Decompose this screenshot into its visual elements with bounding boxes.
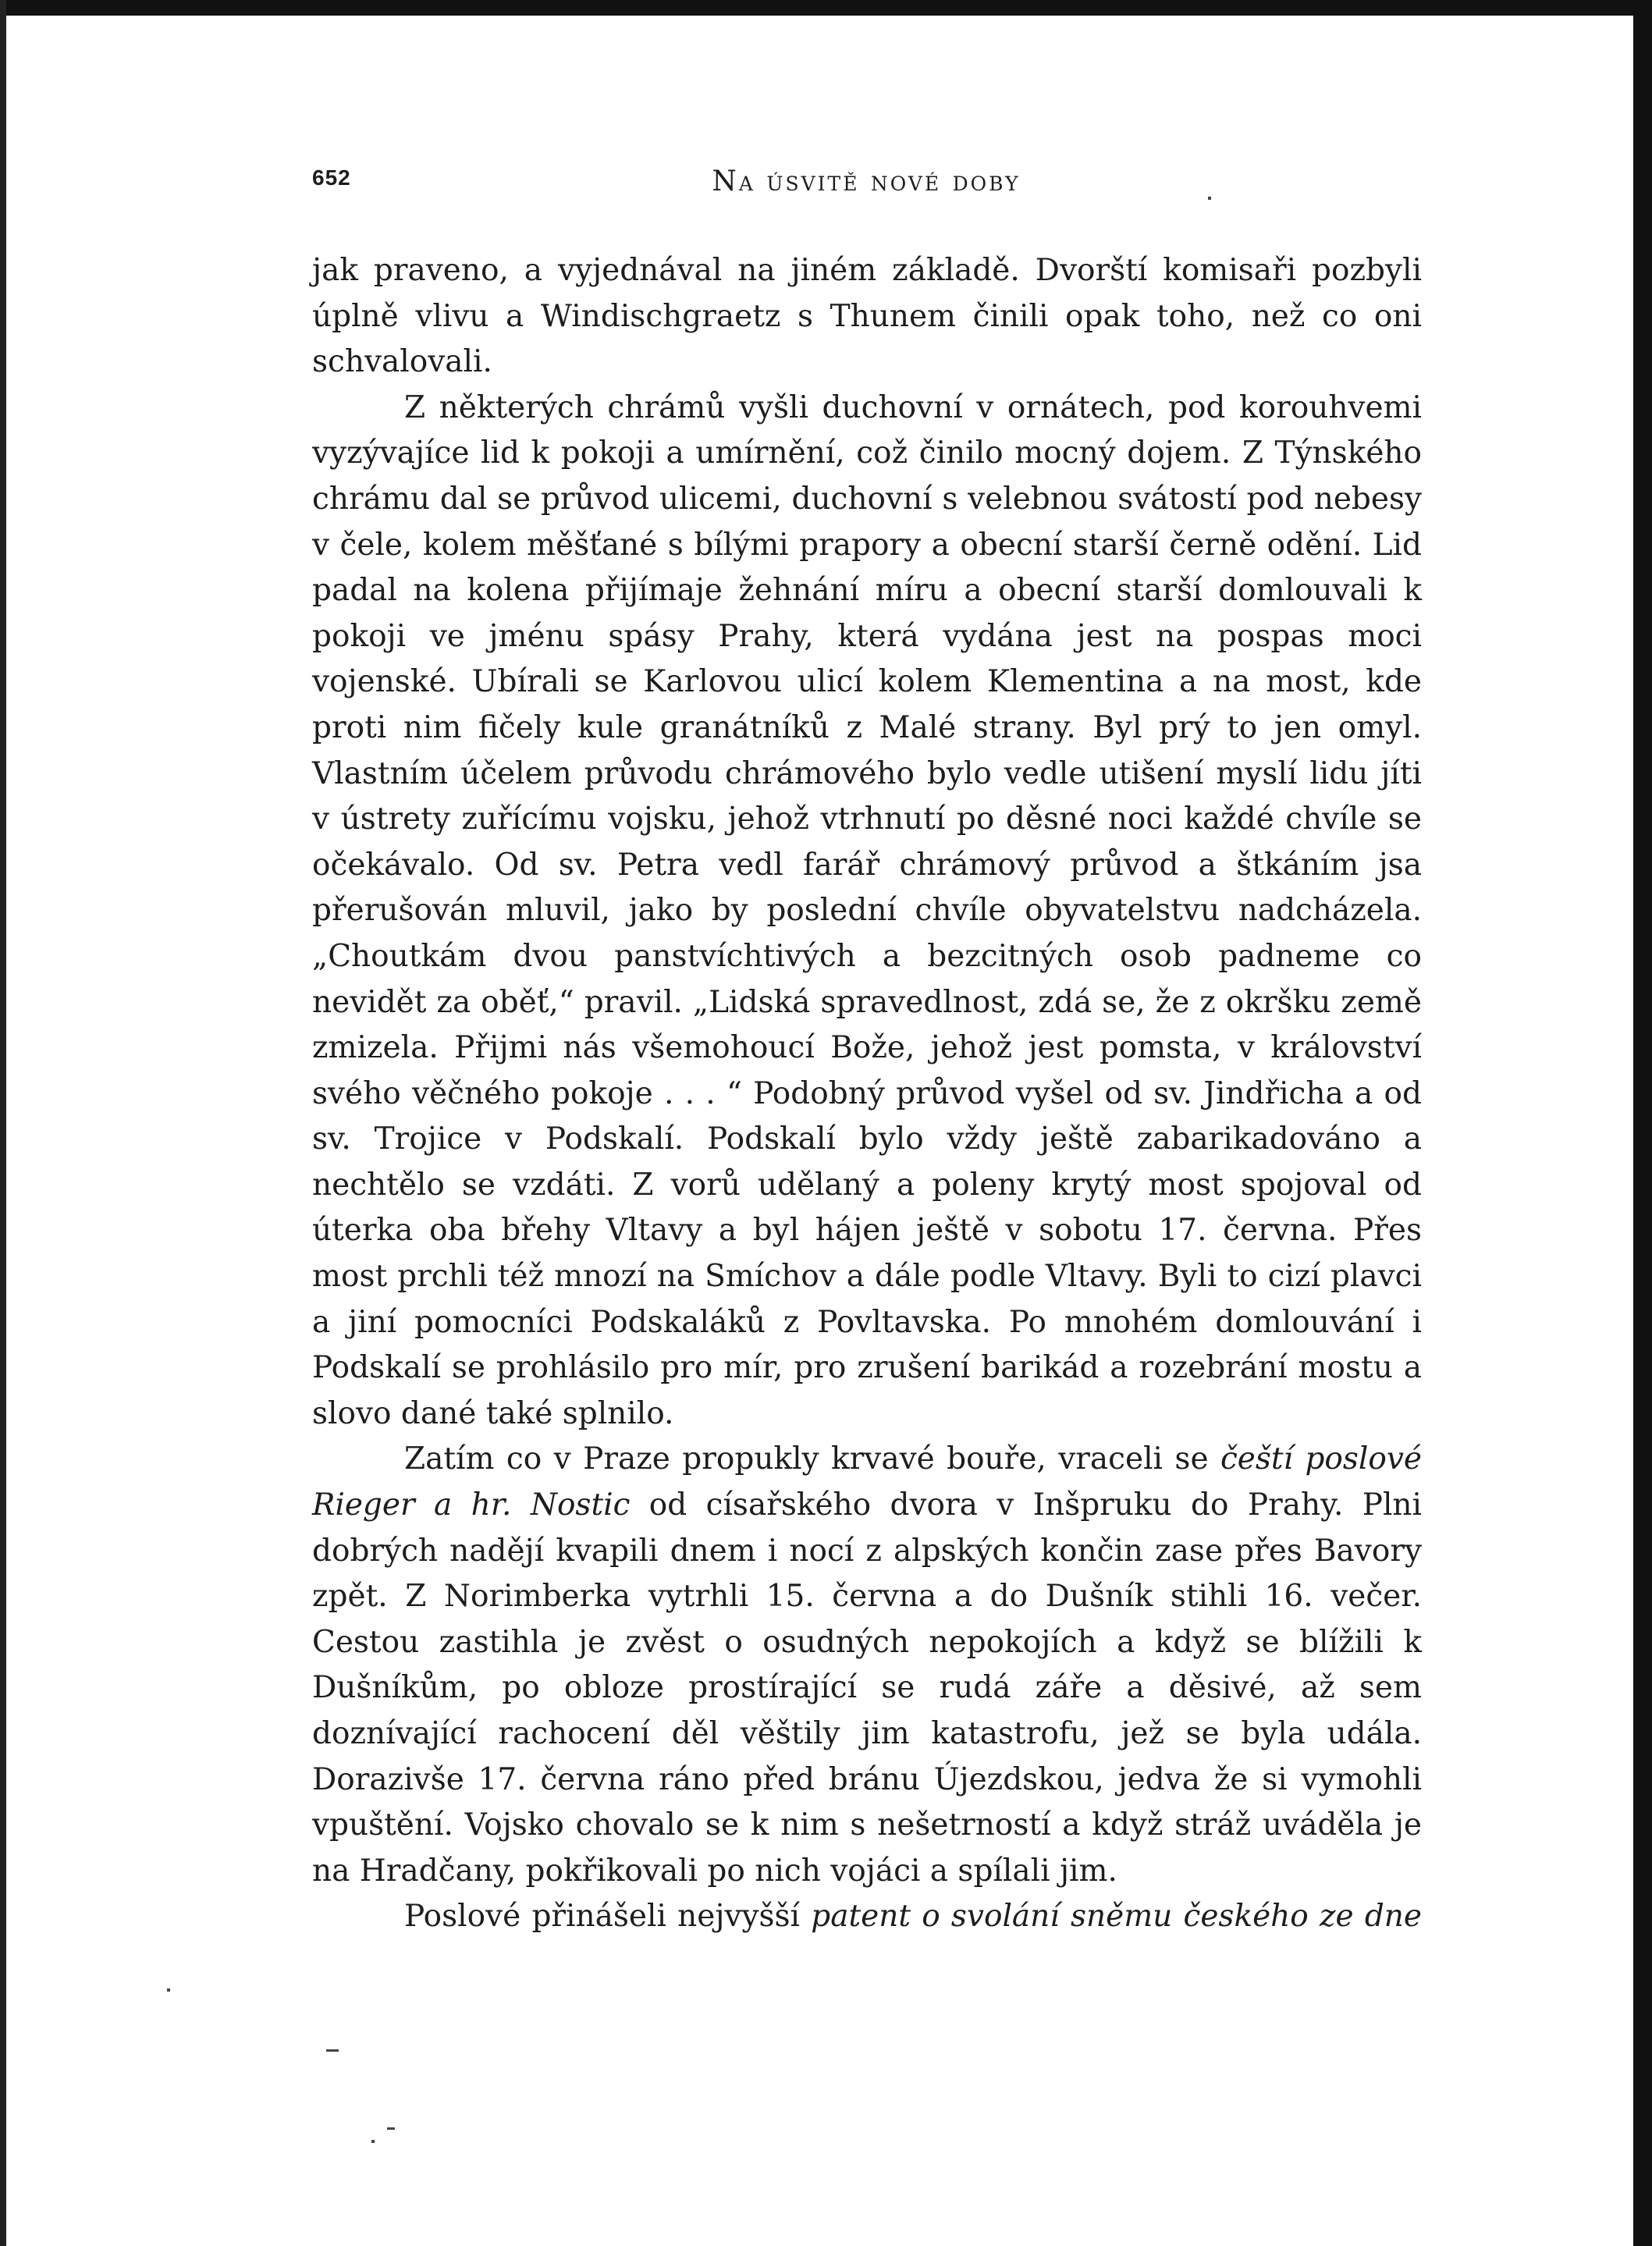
page-number: 652 (312, 165, 351, 190)
scan-speck (1208, 197, 1211, 200)
scan-speck (387, 2127, 395, 2130)
paragraph-1 (312, 248, 1422, 386)
paragraph-4-text: Poslové přinášeli nejvyšší (404, 1899, 812, 1935)
paragraph-3-text-start: Zatím co v Praze propukly krvavé bouře, vraceli se (404, 1441, 1220, 1477)
paragraph-3 (312, 1437, 1422, 1894)
scan-border-left (0, 0, 6, 2246)
paragraph-1-text: jak praveno, a vyjednával na jiném základě. Dvorští komisaři pozbyli úplně vlivu a Windischgraetz s Thunem činili opak toho, než co oni schvalovali. (312, 253, 1422, 380)
scan-speck (326, 2049, 339, 2052)
paragraph-4-italic-patent: patent o svolání sněmu českého ze dne (811, 1899, 1422, 1935)
paragraph-3-text-end: od císařského dvora v Inšpruku do Prahy. Plni dobrých nadějí kvapili dnem i nocí z alpských končin zase přes Bavory zpět. Z Norimberka vytrhli 15. června a do Dušník stihli 16. večer. Cestou zastihla je zvěst o osudných nepokojích a když se blížili k Dušníkům, po obloze prostírající se rudá záře a děsivé, až sem doznívající rachocení děl věštily jim katastrofu, jež se byla udála. Dorazivše 17. června ráno před bránu Újezdskou, jedva že si vymohli vpuštění. Vojsko chovalo se k nim s nešetrností a když stráž uváděla je na Hradčany, pokřikovali po nich vojáci a spílali jim. (312, 1487, 1423, 1889)
paragraph-2 (312, 386, 1422, 1438)
paragraph-3-italic-envoys: čeští poslové Rieger a hr. Nostic (312, 1441, 1422, 1523)
scan-border-right (1633, 0, 1652, 2246)
running-title: Na úsvitě nové doby (712, 165, 1021, 197)
paragraph-2-text: Z některých chrámů vyšli duchovní v ornátech, pod korouhvemi vyzývajíce lid k pokoji a umírnění, což činilo mocný dojem. Z Týnského chrámu dal se průvod ulicemi, duchovní s velebnou svátostí pod nebesy v čele, kolem měšťané s bílými prapory a obecní starší černě odění. Lid padal na kolena přijímaje žehnání míru a obecní starší domlouvali k pokoji ve jménu spásy Prahy, která vydána jest na pospas moci vojenské. Ubírali se Karlovou ulicí kolem Klementina a na most, kde proti nim fičely kule granátníků z Malé strany. Byl prý to jen omyl. Vlastním účelem průvodu chrámového bylo vedle utišení myslí lidu jíti v ústrety zuřícímu vojsku, jehož vtrhnutí po děsné noci každé chvíle se očekávalo. Od sv. Petra vedl farář chrámový průvod a štkáním jsa přerušován mluvil, jako by poslední chvíle obyvatelstvu nadcházela. „Choutkám dvou panstvíchtivých a bezcitných osob padneme co nevidět za oběť,“ pravil. „Lidská spravedlnost, zdá se, že z okršku země zmizela. Přijmi nás všemohoucí Bože, jehož jest pomsta, v království svého věčného pokoje . . . “ Podobný průvod vyšel od sv. Jindřicha a od sv. Trojice v Podskalí. Podskalí bylo vždy ještě zabarikadováno a nechtělo se vzdáti. Z vorů udělaný a poleny krytý most spojoval od úterka oba břehy Vltavy a byl hájen ještě v sobotu 17. června. Přes most prchli též mnozí na Smíchov a dále podle Vltavy. Byli to cizí plavci a jiní pomocníci Podskaláků z Povltavska. Po mnohém domlouvání i Podskalí se prohlásilo pro mír, pro zrušení barikád a rozebrání mostu a slovo dané také splnilo. (312, 389, 1422, 1431)
paragraph-4 (312, 1894, 1422, 1940)
page-header (312, 165, 1420, 204)
body-text (312, 248, 1422, 1940)
scan-speck (371, 2140, 375, 2143)
scan-speck (167, 1988, 170, 1992)
scan-border-top (0, 0, 1652, 16)
